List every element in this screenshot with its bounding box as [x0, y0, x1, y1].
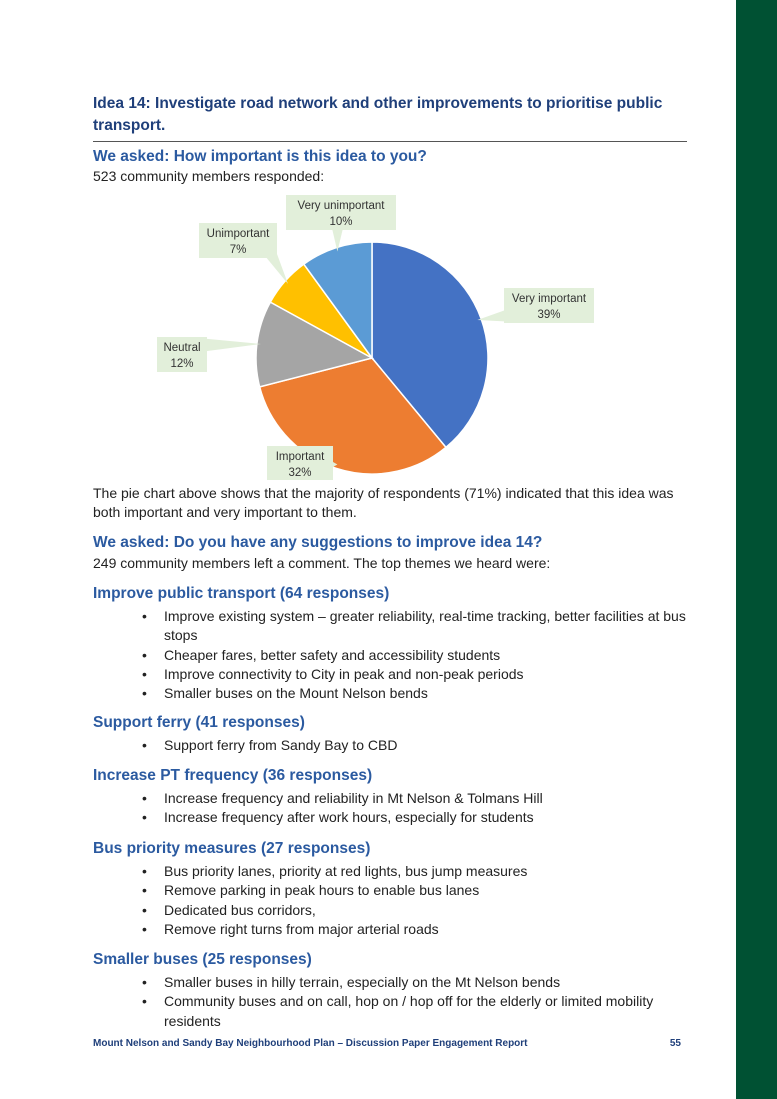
theme-title: Improve public transport (64 responses)	[93, 585, 390, 602]
list-item-text: Cheaper fares, better safety and accessibility students	[164, 646, 501, 663]
theme-list	[0, 862, 687, 939]
theme-list	[0, 789, 687, 828]
list-item-text: Remove parking in peak hours to enable bus lanes	[164, 882, 480, 899]
bullet-icon: •	[142, 737, 147, 753]
bullet-icon: •	[142, 685, 147, 702]
list-item	[0, 920, 687, 939]
list-item	[0, 901, 687, 920]
list-item-text: Improve existing system – greater reliability, real-time tracking, better facilities at bus stops	[164, 608, 686, 644]
data-label-category: Unimportant	[206, 228, 270, 240]
theme-title: Support ferry (41 responses)	[93, 714, 305, 731]
bullet-icon: •	[142, 920, 147, 937]
data-label-value: 39%	[537, 309, 561, 321]
importance-pie-chart	[93, 190, 687, 480]
question-2-heading: We asked: Do you have any suggestions to improve idea 14?	[93, 534, 543, 551]
green-side-band	[736, 0, 777, 1099]
list-item	[0, 881, 687, 900]
page-footer	[93, 1038, 687, 1049]
bullet-icon: •	[142, 665, 147, 682]
data-label-value: 32%	[288, 467, 312, 479]
list-item	[0, 684, 687, 703]
bullet-icon: •	[142, 993, 147, 1010]
data-label-category: Important	[275, 451, 325, 463]
data-label-value: 10%	[329, 216, 353, 228]
data-label-category: Very unimportant	[297, 200, 385, 212]
data-label-category: Very important	[511, 293, 587, 305]
list-item	[0, 646, 687, 665]
bullet-icon: •	[142, 646, 147, 663]
bullet-icon: •	[142, 901, 147, 918]
theme-title: Smaller buses (25 responses)	[93, 951, 312, 968]
list-item	[0, 992, 687, 1031]
data-label-value: 12%	[170, 358, 194, 370]
idea-title: Idea 14: Investigate road network and other improvements to prioritise public transport.	[93, 95, 663, 134]
bullet-icon: •	[142, 790, 147, 806]
bullet-icon: •	[142, 974, 147, 990]
data-label-value: 7%	[229, 244, 247, 256]
list-item	[0, 808, 687, 827]
list-item-text: Community buses and on call, hop on / hop off for the elderly or limited mobility residents	[164, 993, 654, 1029]
list-item-text: Improve connectivity to City in peak and non-peak periods	[164, 665, 524, 682]
list-item-text: Smaller buses in hilly terrain, especially on the Mt Nelson bends	[164, 974, 561, 990]
list-item-text: Increase frequency and reliability in Mt Nelson & Tolmans Hill	[164, 790, 543, 806]
theme-title: Bus priority measures (27 responses)	[93, 840, 371, 857]
label-leader	[198, 338, 261, 352]
chart-summary: The pie chart above shows that the majority of respondents (71%) indicated that this idea was both important and very important to them.	[93, 485, 674, 520]
question-1-heading: We asked: How important is this idea to you?	[93, 148, 427, 165]
theme-title: Increase PT frequency (36 responses)	[93, 767, 373, 784]
title-divider	[93, 141, 687, 142]
bullet-icon: •	[142, 863, 147, 879]
page-number: 55	[669, 1038, 681, 1049]
data-label-category: Neutral	[163, 342, 201, 354]
bullet-icon: •	[142, 809, 147, 826]
bullet-icon: •	[142, 882, 147, 899]
footer-title: Mount Nelson and Sandy Bay Neighbourhood Plan – Discussion Paper Engagement Report	[93, 1038, 528, 1049]
list-item-text: Remove right turns from major arterial roads	[164, 920, 439, 937]
list-item-text: Support ferry from Sandy Bay to CBD	[164, 737, 398, 753]
list-item	[0, 736, 687, 755]
comment-count: 249 community members left a comment. The top themes we heard were:	[93, 555, 551, 571]
list-item-text: Smaller buses on the Mount Nelson bends	[164, 685, 428, 702]
theme-list	[0, 736, 687, 755]
list-item-text: Increase frequency after work hours, especially for students	[164, 809, 534, 826]
bullet-icon: •	[142, 608, 147, 624]
list-item-text: Bus priority lanes, priority at red lights, bus jump measures	[164, 863, 528, 879]
list-item-text: Dedicated bus corridors,	[164, 901, 316, 918]
theme-list	[0, 607, 687, 703]
list-item	[0, 973, 687, 992]
list-item	[0, 789, 687, 808]
responded-count: 523 community members responded:	[93, 168, 325, 184]
list-item	[0, 607, 687, 646]
pie-svg	[93, 190, 687, 480]
list-item	[0, 665, 687, 684]
theme-list	[0, 973, 687, 1031]
list-item	[0, 862, 687, 881]
